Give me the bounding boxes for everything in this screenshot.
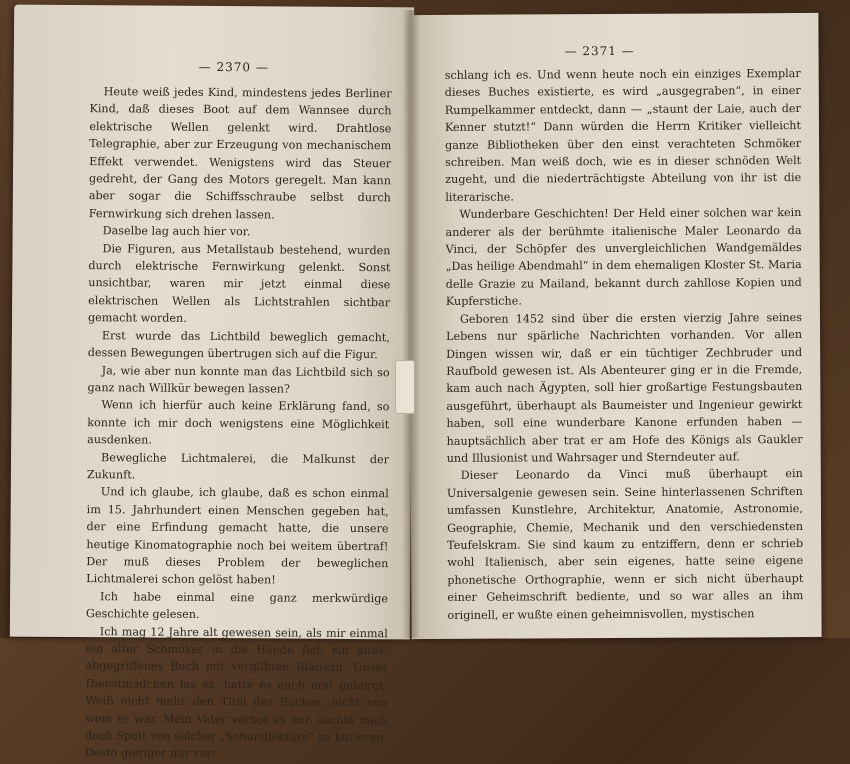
paragraph: Ich habe einmal eine ganz merkwürdige Geschichte gelesen. <box>85 590 389 622</box>
paragraph: Die Figuren, aus Metallstaub bestehend, wurden durch elektrische Fernwirkung gelenkt. Sonst unsichtbar, waren mir jetzt einmal diese elektrischen Wellen als Lichtstrahlen sichtbar gemacht worden. <box>87 241 391 326</box>
paragraph: Heute weiß jedes Kind, mindestens jedes Berliner Kind, daß dieses Boot auf dem Wannsee durch elektrische Wellen gelenkt wird. Drahtlose Telegraphie, aber zur Erzeugung von mechanischem Effekt verwendet. Wenigstens wird das Steuer gedreht, der Gang des Motors geregelt. Man kann aber sogar die Schiffsschraube selbst durch Fernwirkung sich drehen lassen. <box>88 85 392 222</box>
paragraph: Ich mag 12 Jahre alt gewesen sein, als mir einmal ein alter Schmöker in die Hände fiel, ein altes, abgegriffenes Buch mit vergilbten Blättern. Unser Dienstmädchen las es, hatte es auch erst geborgt. Weiß nicht mehr den Titel des Buches, nicht von wem es war. Mein Vater verbot es mir, suchte mich doch Spott von solcher „Schundlektüre“ zu kurieren. Desto gieriger nur ver- <box>84 624 388 761</box>
paragraph: Wunderbare Geschichten! Der Held einer solchen war kein anderer als der berühmte italienische Maler Leonardo da Vinci, der Schöpfer des unvergleichlichen Wandgemäldes „Das heilige Abendmahl“ in dem ehemaligen Kloster St. Maria delle Grazie zu Mailand, bekannt durch zahllose Kopien und Kupferstiche. <box>445 206 802 309</box>
torn-paper-strip <box>395 360 415 414</box>
paragraph: Daselbe lag auch hier vor. <box>102 224 251 239</box>
paragraph: Wenn ich hierfür auch keine Erklärung fand, so konnte ich mir doch wenigstens eine Möglichkeit ausdenken. <box>87 398 390 447</box>
right-page <box>408 13 821 639</box>
page-number-left: — 2370 — <box>198 59 269 75</box>
right-page-text <box>445 65 804 624</box>
paragraph: schlang ich es. Und wenn heute noch ein einziges Exemplar dieses Buches existierte, es wird „ausgegraben“, in einer Rumpelkammer entdeckt, dann — „staunt der Laie, auch der Kenner stutzt!“ Dann würden die Herrn Kritiker vielleicht ganze Bibliotheken über den einst verachteten Schmöker schreiben. Man weiß doch, wie es in dieser schnöden Welt zugeht, und die niederträchtigste Abteilung von ihr ist die literarische. <box>444 67 802 204</box>
paragraph: Geboren 1452 sind über die ersten vierzig Jahre seines Lebens nur spärliche Nachrichten vorhanden. Vor allen Dingen wissen wir, daß er ein tüchtiger Zechbruder und Raufbold gewesen ist. Als Abenteurer ging er in die Fremde, kam auch nach Ägypten, soll hier großartige Festungsbauten ausgeführt, überhaupt als Baumeister und Ingenieur gewirkt haben, soll eine wunderbare Kanone erfunden haben — hauptsächlich aber trat er am Hofe des Königs als Gaukler und Illusionist und Wahrsager und Sterndeuter auf. <box>446 310 803 465</box>
paragraph: Bewegliche Lichtmalerei, die Malkunst der Zukunft. <box>86 450 390 482</box>
left-page-text <box>85 83 392 764</box>
page-number-right: — 2371 — <box>564 43 635 59</box>
left-page <box>10 5 414 761</box>
paragraph: Ja, wie aber nun konnte man das Lichtbild sich so ganz nach Willkür bewegen lassen? <box>87 363 390 396</box>
book-gutter <box>402 10 420 638</box>
paragraph: Erst wurde das Lichtbild beweglich gemacht, dessen Bewegungen übertrugen sich auf die Figur. <box>87 328 390 362</box>
paragraph: Dieser Leonardo da Vinci muß überhaupt ein Universalgenie gewesen sein. Seine hinterlassenen Schriften umfassen Kunstlehre, Architektur, Anatomie, Astronomie, Geographie, Chemie, Mechanik und den verschiedensten Teufelskram. Sie sind kaum zu entziffern, denn er schrieb wohl Italienisch, aber sein eigenes, hatte seine eigene phonetische Orthographie, wenn er sich nicht überhaupt einer Geheimschrift bediente, und so war alles an ihm originell, er wußte einen geheimnisvollen, mystischen <box>446 467 804 622</box>
paragraph: Und ich glaube, ich glaube, daß es schon einmal im 15. Jahrhundert einen Menschen gegeben hat, der eine Erfindung gemacht hatte, die unsere heutige Kinomatographie noch bei weitem übertraf! Der muß dieses Problem der beweglichen Lichtmalerei schon gelöst haben! <box>86 485 389 587</box>
